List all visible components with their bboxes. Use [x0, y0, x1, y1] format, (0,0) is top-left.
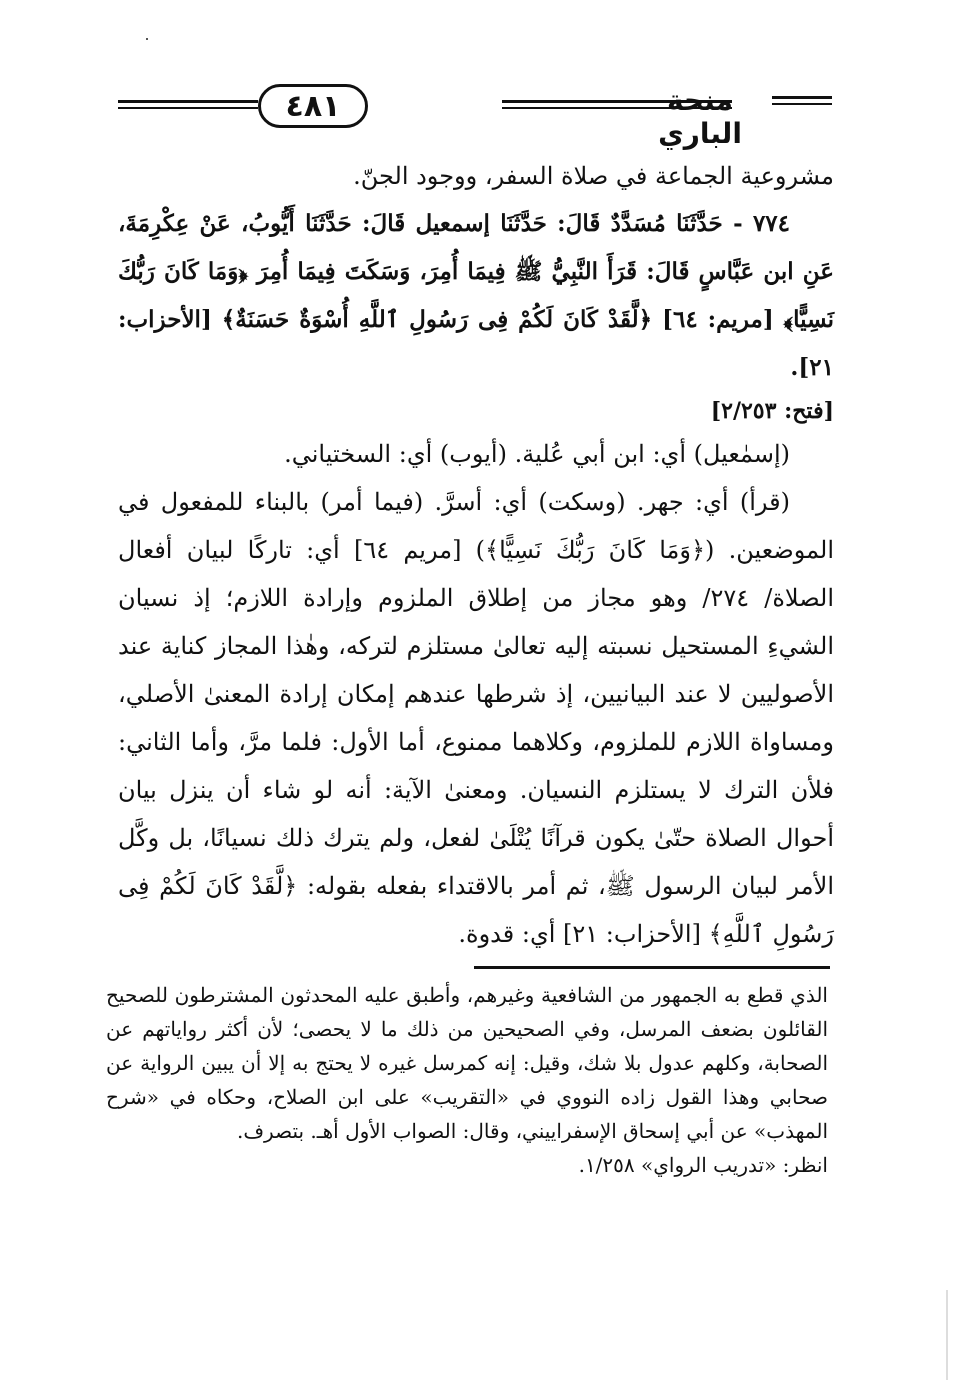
- footnote-separator: [474, 966, 830, 969]
- page-number: ٤٨١: [258, 84, 368, 128]
- commentary-paragraph-2: (قرأ) أي: جهر. (وسكت) أي: أسرَّ. (فيما أمر) بالبناء للمفعول في الموضعين. (﴿وَمَا كَانَ رَبُّكَ نَسِيًّا﴾) [مريم ٦٤] أي: تاركًا لبيان أفعال الصلاة/ ٢٧٤/ وهو مجاز من إطلاق الملزوم وإرادة اللازم؛ إذ نسيان الشيءِ المستحيل نسبته إليه تعالىٰ مستلزم لتركه، وهٰذا المجاز كناية عند الأصوليين لا عند البيانيين، إذ شرطها عندهم إمكان إرادة المعنىٰ الأصلي، ومساواة اللازم للملزوم، وكلاهما ممنوع، أما الأول: فلما مرَّ، وأما الثاني: فلأن الترك لا يستلزم النسيان. ومعنىٰ الآية: أنه لو شاء أن ينزل بيان أحوال الصلاة حتّىٰ يكون قرآنًا يُتْلَىٰ لفعل، ولم يترك ذلك نسيانًا، بل وكَّل الأمر لبيان الرسول ﷺ، ثم أمر بالاقتداء بفعله بقوله: ﴿لَّقَدْ كَانَ لَكُمْ فِى رَسُولِ ٱللَّهِ﴾ [الأحزاب: ٢١] أي: قدوة.: [118, 488, 835, 948]
- header-rule-left: [118, 100, 258, 112]
- running-title: منحة الباري: [658, 84, 742, 150]
- footnote: [106, 978, 828, 1182]
- header-rule-far: [772, 96, 832, 110]
- scan-speck: [146, 38, 148, 40]
- fath-reference: [فتح: ٢/٢٥٣]: [710, 398, 834, 424]
- commentary-paragraph-1: (إسمٰعيل) أي: ابن أبي عُلية. (أيوب) أي: السختياني.: [284, 440, 790, 468]
- footnote-text: الذي قطع به الجمهور من الشافعية وغيرهم، وأطبق عليه المحدثون المشترطون للصحيح القائلون بضعف المرسل، وفي الصحيحين من ذلك ما لا يحصى؛ لأن أكثر رواياتهم عن الصحابة، وكلهم عدول بلا شك، وقيل: إنه كمرسل غيره لا يحتج به إلا أن يبين الرواية عن صحابي وهذا القول زاده النووي في «التقريب» على ابن الصلاح، وحكاه في «شرح المهذب» عن أبي إسحاق الإسفراييني، وقال: الصواب الأول أهـ. بتصرف.: [106, 983, 828, 1143]
- footnote-source: انظر: «تدريب الرواي» ١/٢٥٨.: [578, 1153, 828, 1177]
- opening-line: مشروعية الجماعة في صلاة السفر، ووجود الجنّ.: [353, 162, 834, 190]
- page-header: [110, 78, 830, 150]
- scan-edge-mark: [946, 1290, 948, 1380]
- main-text: [118, 152, 834, 958]
- hadith-text: ٧٧٤ - حَدَّثَنَا مُسَدَّدٌ قَالَ: حَدَّثَنَا إسمعيل قَالَ: حَدَّثَنَا أَيُّوبُ، عَنْ عِكْرِمَةَ، عَنِ ابن عَبَّاسٍ قَالَ: قَرَأَ النَّبِيُّ ﷺ فِيمَا أُمِرَ، وَسَكَتَ فِيمَا أُمِرَ ﴿وَمَا كَانَ رَبُّكَ نَسِيًّا﴾ [مريم: ٦٤] ﴿لَّقَدْ كَانَ لَكُمْ فِى رَسُولِ ٱللَّهِ أُسْوَةٌ حَسَنَةٌ﴾ [الأحزاب: ٢١].: [118, 210, 835, 381]
